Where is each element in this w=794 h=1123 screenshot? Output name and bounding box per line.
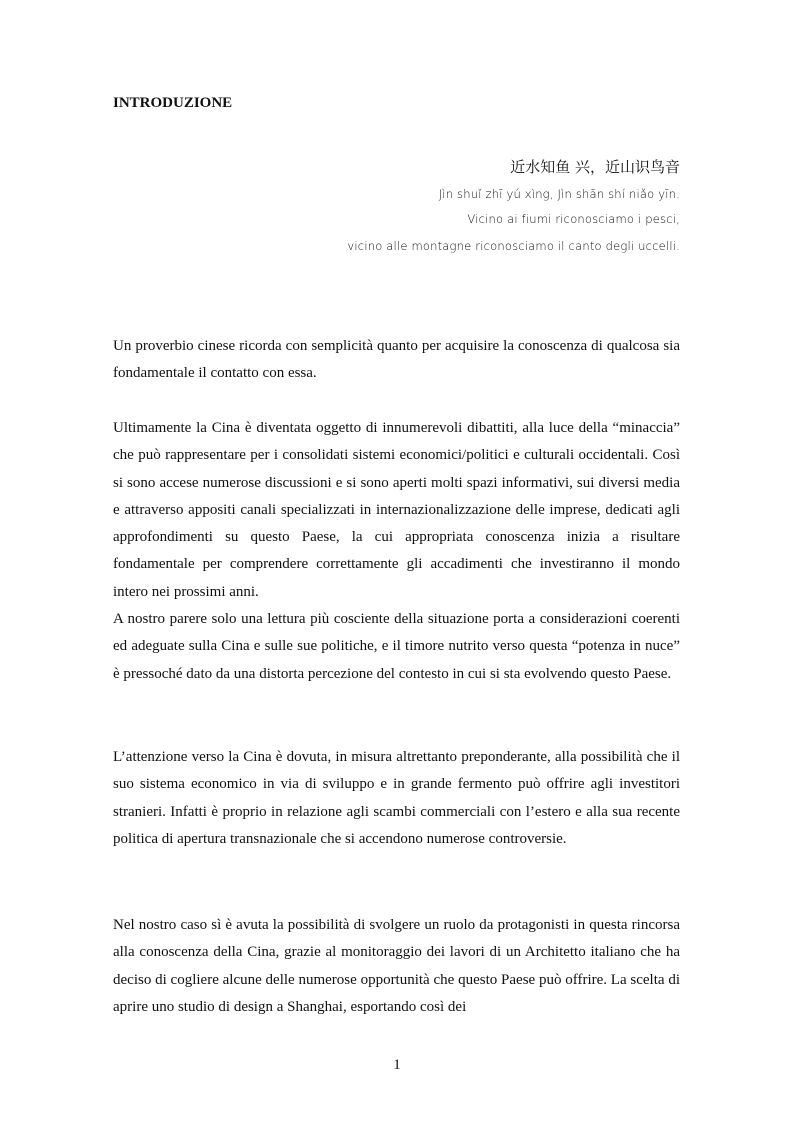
paragraph: Nel nostro caso sì è avuta la possibilità di svolgere un ruolo da protagonisti in questa rincorsa alla conoscenza della Cina, grazie al monitoraggio dei lavori di un Architetto italiano che ha deciso di cogliere alcune delle numerose opportunità che questo Paese può offrire. La scelta di aprire uno studio di design a Shanghai, esportando così dei	[113, 917, 680, 1015]
section-title: INTRODUZIONE	[113, 95, 233, 111]
paragraph: A nostro parere solo una lettura più cosciente della situazione porta a considerazioni coerenti ed adeguate sulla Cina e sulle sue politiche, e il timore nutrito verso questa “potenza in nuce” è pressoché dato da una distorta percezione del contesto in cui si sta evolvendo questo Paese.	[113, 611, 680, 682]
page-number: 1	[393, 1057, 401, 1073]
epigraph-pinyin: Jìn shuǐ zhī yú xìng, Jìn shān shí niǎo yīn.	[438, 187, 680, 201]
epigraph-chinese: 近水知鱼 兴，近山识鸟音	[510, 158, 680, 176]
paragraph: Un proverbio cinese ricorda con semplicità quanto per acquisire la conoscenza di qualcosa sia fondamentale il contatto con essa.	[113, 338, 680, 382]
epigraph-translation-line-1: Vicino ai fiumi riconosciamo i pesci,	[467, 212, 680, 226]
paragraph: L’attenzione verso la Cina è dovuta, in misura altrettanto preponderante, alla possibilità che il suo sistema economico in via di sviluppo e in grande fermento può offrire agli investitori stranieri. Infatti è proprio in relazione agli scambi commerciali con l’estero e alla sua recente politica di apertura transnazionale che si accendono numerose controversie.	[113, 749, 680, 847]
paragraph: Ultimamente la Cina è diventata oggetto di innumerevoli dibattiti, alla luce della “minaccia” che può rappresentare per i consolidati sistemi economici/politici e culturali occidentali. Così si sono accese numerose discussioni e si sono aperti molti spazi informativi, sui diversi media e attraverso appositi canali specializzati in internazionalizzazione delle imprese, dedicati agli approfondimenti su questo Paese, la cui appropriata conoscenza inizia a risultare fondamentale per comprendere correttamente gli accadimenti che investiranno il mondo intero nei prossimi anni.	[113, 420, 680, 600]
epigraph-translation-line-2: vicino alle montagne riconosciamo il canto degli uccelli.	[347, 239, 680, 253]
